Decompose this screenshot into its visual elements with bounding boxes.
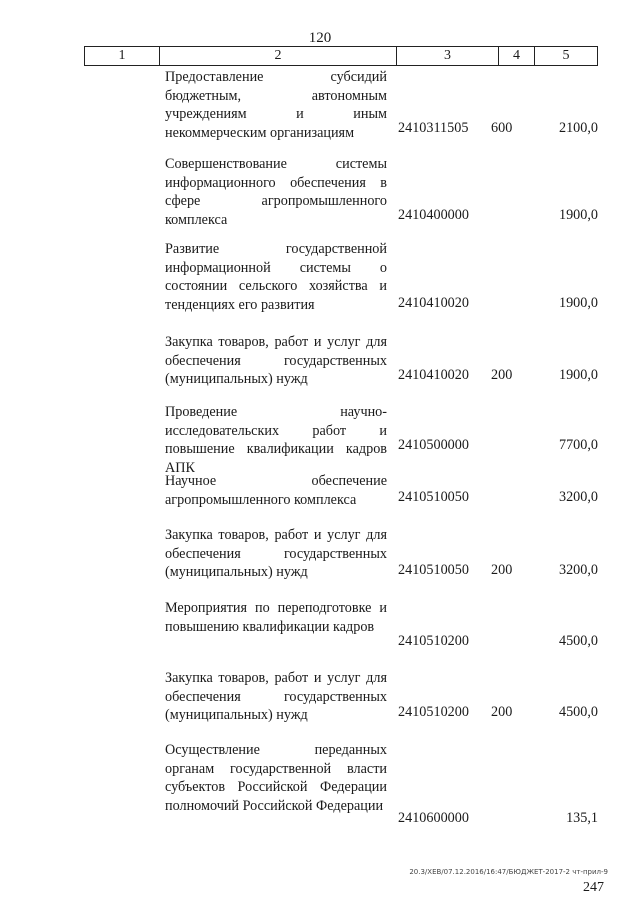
row-expense-kind: 200 xyxy=(491,367,513,383)
row-description: Закупка товаров, работ и услуг для обеспечения государственных (муниципальных) нужд xyxy=(165,527,387,581)
row-description: Предоставление субсидий бюджетным, автономным учреждениям и иным некоммерческим организациям xyxy=(165,69,387,141)
row-code: 2410400000 xyxy=(398,207,469,223)
row-amount: 3200,0 xyxy=(558,489,598,505)
row-code: 2410410020 xyxy=(398,295,469,311)
table-header xyxy=(84,46,598,66)
page-number: 120 xyxy=(308,30,332,46)
row-code: 2410500000 xyxy=(398,437,469,453)
row-amount: 4500,0 xyxy=(558,704,598,720)
footer-page-number: 247 xyxy=(583,880,604,895)
row-amount: 7700,0 xyxy=(558,437,598,453)
row-amount: 2100,0 xyxy=(558,120,598,136)
row-description: Закупка товаров, работ и услуг для обеспечения государственных (муниципальных) нужд xyxy=(165,670,387,724)
row-description: Развитие государственной информационной системы о состоянии сельского хозяйства и тенденциях его развития xyxy=(165,241,387,313)
row-expense-kind: 600 xyxy=(491,120,513,136)
row-amount: 3200,0 xyxy=(558,562,598,578)
row-amount: 1900,0 xyxy=(558,207,598,223)
row-expense-kind: 200 xyxy=(491,562,513,578)
header-col-4: 4 xyxy=(499,47,535,65)
row-code: 2410311505 xyxy=(398,120,469,136)
row-description: Осуществление переданных органам государственной власти субъектов Российской Федерации полномочий Российской Федерации xyxy=(165,742,387,814)
row-code: 2410510200 xyxy=(398,633,469,649)
row-code: 2410510200 xyxy=(398,704,469,720)
row-amount: 4500,0 xyxy=(558,633,598,649)
row-description: Мероприятия по переподготовке и повышению квалификации кадров xyxy=(165,600,387,635)
header-col-1: 1 xyxy=(85,47,160,65)
row-expense-kind: 200 xyxy=(491,704,513,720)
row-code: 2410510050 xyxy=(398,562,469,578)
row-description: Научное обеспечение агропромышленного комплекса xyxy=(165,473,387,508)
row-description: Совершенствование системы информационного обеспечения в сфере агропромышленного комплекса xyxy=(165,156,387,228)
header-col-2: 2 xyxy=(160,47,397,65)
header-col-5: 5 xyxy=(562,48,570,63)
header-col-3: 3 xyxy=(397,47,499,65)
row-code: 2410510050 xyxy=(398,489,469,505)
row-code: 2410600000 xyxy=(398,810,469,826)
row-code: 2410410020 xyxy=(398,367,469,383)
row-description: Проведение научно-исследовательских работ и повышение квалификации кадров АПК xyxy=(165,404,387,476)
row-description: Закупка товаров, работ и услуг для обеспечения государственных (муниципальных) нужд xyxy=(165,334,387,388)
row-amount: 135,1 xyxy=(566,810,598,826)
row-amount: 1900,0 xyxy=(558,367,598,383)
row-amount: 1900,0 xyxy=(558,295,598,311)
document-stamp: 20.3/ХЕВ/07.12.2016/16:47/БЮДЖЕТ-2017-2 чт-прил-9 xyxy=(409,868,608,876)
